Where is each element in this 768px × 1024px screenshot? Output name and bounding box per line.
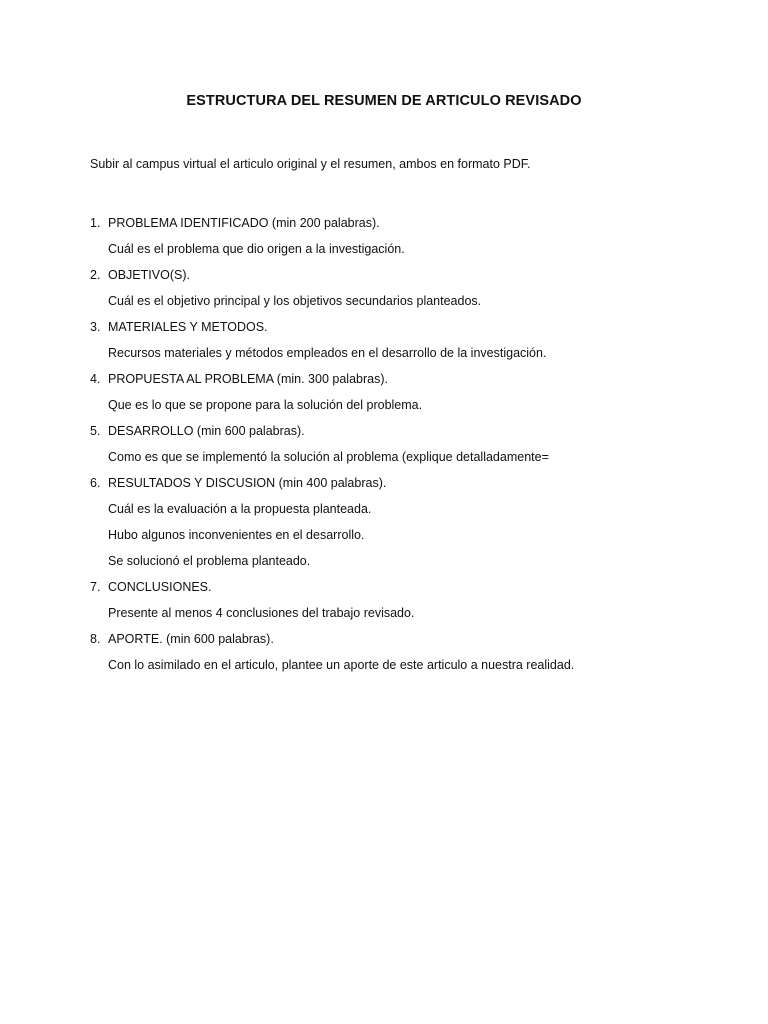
section-description: Presente al menos 4 conclusiones del trabajo revisado. — [108, 606, 415, 620]
section-heading: APORTE. (min 600 palabras). — [108, 632, 274, 646]
section-heading-row — [90, 629, 574, 655]
document-title: ESTRUCTURA DEL RESUMEN DE ARTICULO REVISADO — [186, 93, 582, 109]
section-item-7 — [90, 577, 574, 629]
section-heading: RESULTADOS Y DISCUSION (min 400 palabras). — [108, 476, 387, 490]
section-number: 7. — [90, 580, 101, 594]
section-item-8 — [90, 629, 574, 681]
section-number: 5. — [90, 424, 101, 438]
section-heading-row — [90, 369, 574, 395]
section-description: Con lo asimilado en el articulo, plantee un aporte de este articulo a nuestra realidad. — [108, 658, 575, 672]
section-number: 8. — [90, 632, 101, 646]
section-description: Que es lo que se propone para la solución del problema. — [108, 398, 423, 412]
section-number: 3. — [90, 320, 101, 334]
section-item-4 — [90, 369, 574, 421]
section-item-5 — [90, 421, 574, 473]
section-item-3 — [90, 317, 574, 369]
section-description: Hubo algunos inconvenientes en el desarrollo. — [108, 528, 365, 542]
section-item-2 — [90, 265, 574, 317]
section-heading-row — [90, 213, 574, 239]
section-heading: PROBLEMA IDENTIFICADO (min 200 palabras). — [108, 216, 380, 230]
section-number: 4. — [90, 372, 101, 386]
section-description: Cuál es el objetivo principal y los objetivos secundarios planteados. — [108, 294, 482, 308]
section-heading: OBJETIVO(S). — [108, 268, 190, 282]
section-heading: DESARROLLO (min 600 palabras). — [108, 424, 305, 438]
section-heading: MATERIALES Y METODOS. — [108, 320, 268, 334]
section-item-6 — [90, 473, 574, 577]
section-description: Cuál es la evaluación a la propuesta planteada. — [108, 502, 372, 516]
intro-text: Subir al campus virtual el articulo original y el resumen, ambos en formato PDF. — [90, 157, 531, 171]
section-heading-row — [90, 265, 574, 291]
section-heading-row — [90, 421, 574, 447]
section-list — [90, 213, 574, 681]
section-description: Como es que se implementó la solución al problema (explique detalladamente= — [108, 450, 549, 464]
section-number: 1. — [90, 216, 101, 230]
section-heading-row — [90, 317, 574, 343]
section-number: 2. — [90, 268, 101, 282]
section-heading: CONCLUSIONES. — [108, 580, 212, 594]
section-heading: PROPUESTA AL PROBLEMA (min. 300 palabras). — [108, 372, 388, 386]
section-description: Recursos materiales y métodos empleados en el desarrollo de la investigación. — [108, 346, 547, 360]
section-heading-row — [90, 577, 574, 603]
section-description: Cuál es el problema que dio origen a la investigación. — [108, 242, 405, 256]
section-number: 6. — [90, 476, 101, 490]
section-item-1 — [90, 213, 574, 265]
section-description: Se solucionó el problema planteado. — [108, 554, 311, 568]
section-heading-row — [90, 473, 574, 499]
